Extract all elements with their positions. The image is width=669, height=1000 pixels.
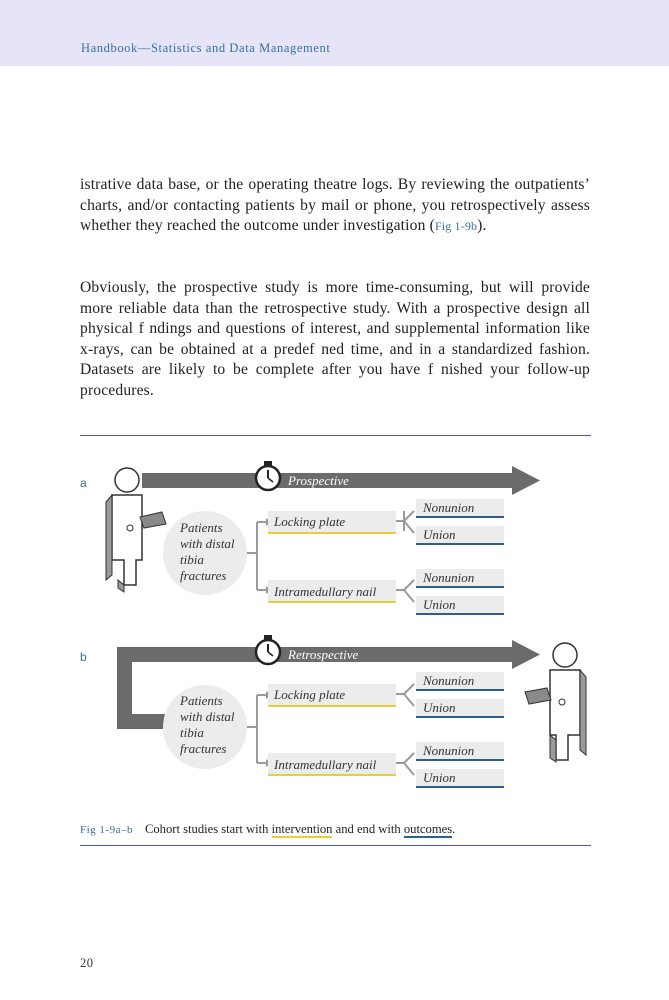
svg-text:Union: Union <box>423 527 456 542</box>
outcome-nonunion-2 <box>416 569 504 587</box>
paragraph-1-text: istrative data base, or the operating theatre logs. By reviewing the outpatients’ charts, and/or contacting patients by mail or phone, you retrospectively assess whether they reached the outcome under investigation ( <box>80 176 590 235</box>
svg-text:Union: Union <box>423 700 456 715</box>
stopwatch-icon-b <box>256 635 280 664</box>
figure-reference-link[interactable]: Fig 1-9b <box>434 219 478 234</box>
outcome-nonunion-1 <box>416 499 504 517</box>
figure-bottom-rule <box>80 845 591 846</box>
paragraph-2: Obviously, the prospective study is more time-consuming, but will provide more reliable data than the retrospective study. With a prospective design all physical f ndings and questions of interest, and supplemental information like x-rays, can be obtained at a predef ned time, and in a standardized fashion. Datasets are likely to be complete after you have f nished your follow-up procedures. <box>80 279 590 399</box>
page-number: 20 <box>80 956 94 970</box>
doctor-icon-b <box>525 643 586 762</box>
svg-text:Union: Union <box>423 770 456 785</box>
caption-text-end: . <box>452 822 456 836</box>
header-title: Handbook—Statistics and Data Management <box>81 41 331 55</box>
outcome-union-1 <box>416 526 504 544</box>
treatment-intramedullary-nail <box>268 580 396 602</box>
svg-text:Nonunion: Nonunion <box>423 673 475 688</box>
figure-caption <box>80 822 455 837</box>
outcome-union-2-b <box>416 769 504 787</box>
svg-text:Nonunion: Nonunion <box>423 570 475 585</box>
panel-b <box>117 635 586 787</box>
caption-intervention: intervention <box>271 822 333 836</box>
svg-text:Intramedullary nail: Intramedullary nail <box>274 757 377 772</box>
treatment-locking-plate-b <box>268 684 396 706</box>
stopwatch-icon <box>256 461 280 490</box>
outcome-nonunion-1-b <box>416 672 504 690</box>
paragraph-1-end: ). <box>477 217 487 235</box>
caption-label: Fig 1-9a–b <box>80 824 133 836</box>
treatment-intramedullary-nail-b <box>268 753 396 775</box>
svg-text:Locking plate: Locking plate <box>274 514 346 529</box>
patients-label: Patients with distal tibia fractures <box>180 520 235 583</box>
caption-text-mid: and end with <box>332 822 404 836</box>
panel-a-letter: a <box>80 476 87 490</box>
svg-text:Locking plate: Locking plate <box>274 687 346 702</box>
panel-b-letter: b <box>80 650 87 664</box>
outcome-union-1-b <box>416 699 504 717</box>
patients-label-b: Patients with distal tibia fractures <box>180 693 235 756</box>
panel-a <box>106 461 540 614</box>
retrospective-label: Retrospective <box>288 647 359 662</box>
caption-outcomes: outcomes <box>403 822 453 836</box>
outcome-nonunion-2-b <box>416 742 504 760</box>
svg-text:Union: Union <box>423 597 456 612</box>
outcome-union-2 <box>416 596 504 614</box>
treatment-locking-plate <box>268 511 396 533</box>
prospective-label: Prospective <box>288 473 349 488</box>
caption-text-before: Cohort studies start with <box>144 822 272 836</box>
svg-text:Intramedullary nail: Intramedullary nail <box>274 584 377 599</box>
svg-text:Nonunion: Nonunion <box>423 500 475 515</box>
svg-text:Nonunion: Nonunion <box>423 743 475 758</box>
